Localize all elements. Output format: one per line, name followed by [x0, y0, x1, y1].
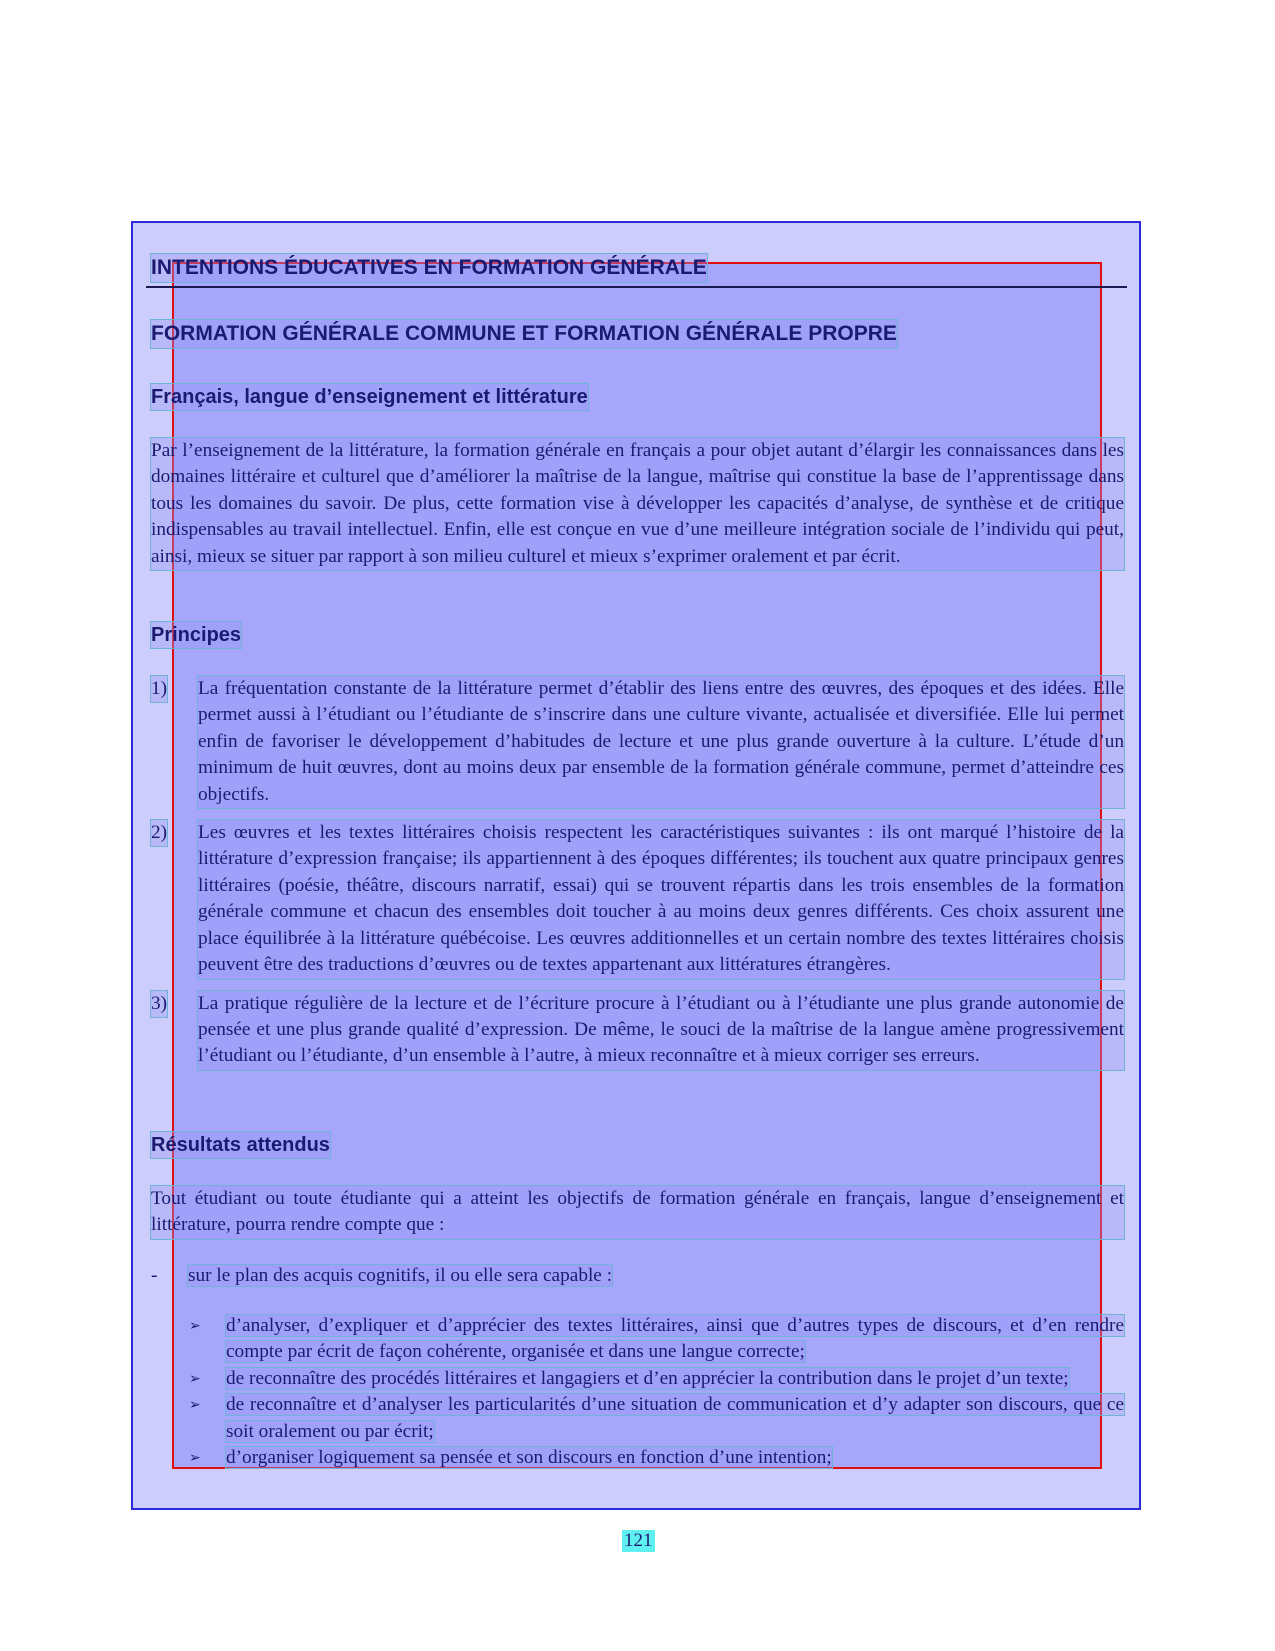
- principle-item: [151, 676, 1124, 808]
- cognitive-text: sur le plan des acquis cognitifs, il ou elle sera capable :: [188, 1264, 613, 1286]
- principle-text: Les œuvres et les textes littéraires choisis respectent les caractéristiques suivantes : ils ont marqué l’histoire de la littérature d’expression française; ils appartiennent à des époques différentes; ils touchent aux quatre principaux genres littéraires (poésie, théâtre, discours narratif, essai) qui se trouvent répartis dans les trois ensembles de la formation générale commune et chacun des ensembles doit toucher à au moins deux genres différents. Ces choix assurent une place équilibrée à la littérature québécoise. Les œuvres additionnelles et un certain nombre des textes littéraires choisis peuvent être des traductions d’œuvres ou de textes appartenant aux littératures étrangères.: [198, 820, 1124, 978]
- principle-number: 3): [151, 991, 167, 1017]
- dash-marker: -: [151, 1264, 158, 1286]
- section-subtitle: Français, langue d’enseignement et littérature: [151, 386, 588, 408]
- result-text: de reconnaître et d’analyser les particularités d’une situation de communication et d’y adapter son discours, que ce soit oralement ou par écrit;: [226, 1394, 1124, 1442]
- principle-text: La pratique régulière de la lecture et de l’écriture procure à l’étudiant ou à l’étudiante une plus grande autonomie de pensée et une plus grande qualité d’expression. De même, le souci de la maîtrise de la langue amène progressivement l’étudiant ou l’étudiante, d’un ensemble à l’autre, à mieux reconnaître et à mieux corriger ses erreurs.: [198, 991, 1124, 1070]
- arrow-bullet-icon: ➢: [189, 1370, 201, 1387]
- arrow-bullet-icon: ➢: [189, 1317, 201, 1334]
- cognitive-line: [151, 1263, 1124, 1289]
- result-text: d’analyser, d’expliquer et d’apprécier des textes littéraires, ainsi que d’autres types de discours, et d’en rendre compte par écrit de façon cohérente, organisée et dans une langue correcte;: [226, 1314, 1124, 1363]
- arrow-bullet-icon: ➢: [189, 1449, 201, 1466]
- principle-item: [151, 820, 1124, 978]
- page-header: [151, 254, 1124, 288]
- result-text: de reconnaître des procédés littéraires et langagiers et d’en apprécier la contribution dans le projet d’un texte;: [226, 1367, 1069, 1389]
- principle-item: [151, 991, 1124, 1070]
- principles-heading: Principes: [151, 624, 242, 647]
- result-text: d’organiser logiquement sa pensée et son discours en fonction d’une intention;: [226, 1446, 832, 1468]
- page-title: INTENTIONS ÉDUCATIVES EN FORMATION GÉNÉRALE: [151, 254, 707, 282]
- result-bullet: [189, 1366, 1124, 1392]
- results-intro: Tout étudiant ou toute étudiante qui a atteint les objectifs de formation générale en français, langue d’enseignement et littérature, pourra rendre compte que :: [151, 1186, 1124, 1239]
- principle-text: La fréquentation constante de la littérature permet d’établir des liens entre des œuvres, des époques et des idées. Elle permet aussi à l’étudiant ou l’étudiante de s’inscrire dans une culture vivante, actualisée et diversifiée. Elle lui permet enfin de favoriser le développement d’habitudes de lecture et une plus grande ouverture à la culture. L’étude d’un minimum de huit œuvres, dont au moins deux par ensemble de la formation générale commune, permet d’atteindre ces objectifs.: [198, 676, 1124, 808]
- principle-number: 1): [151, 676, 167, 702]
- page-number: 121: [624, 1530, 653, 1551]
- results-heading: Résultats attendus: [151, 1133, 330, 1156]
- intro-paragraph: Par l’enseignement de la littérature, la formation générale en français a pour objet autant d’élargir les connaissances dans les domaines littéraire et culturel que d’améliorer la maîtrise de la langue, maîtrise qui constitue la base de l’apprentissage dans tous les domaines du savoir. De plus, cette formation vise à développer les capacités d’analyse, de synthèse et de critique indispensables au travail intellectuel. Enfin, elle est conçue en vue d’une meilleure intégration sociale de l’individu qui peut, ainsi, mieux se situer par rapport à son milieu culturel et mieux s’exprimer oralement et par écrit.: [151, 438, 1124, 570]
- principle-number: 2): [151, 820, 167, 846]
- result-bullet: [189, 1445, 1124, 1471]
- result-bullet: [189, 1313, 1124, 1366]
- results-bullets: [151, 1313, 1124, 1471]
- result-bullet: [189, 1392, 1124, 1445]
- page-content: [151, 254, 1124, 1471]
- principles-list: [151, 676, 1124, 1070]
- section-title: FORMATION GÉNÉRALE COMMUNE ET FORMATION GÉNÉRALE PROPRE: [151, 320, 897, 348]
- arrow-bullet-icon: ➢: [189, 1397, 201, 1414]
